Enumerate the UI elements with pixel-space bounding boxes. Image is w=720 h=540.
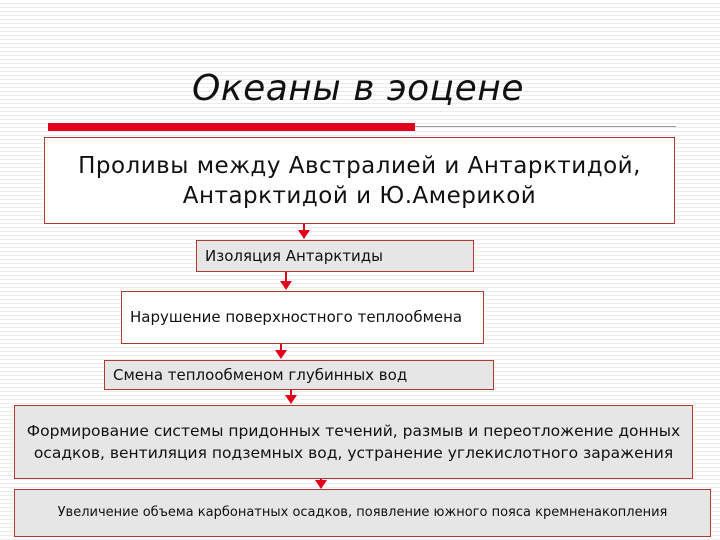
step-bottom-currents-box: Формирование системы придонных течений, размыв и переотложение донных осадков, вентиляция подземных вод, устранение углекислотного заражения — [14, 405, 693, 479]
arrow-down-icon — [303, 224, 305, 235]
arrow-down-icon — [320, 479, 322, 485]
slide-title: Океаны в эоцене — [192, 68, 524, 109]
arrow-down-icon — [285, 272, 287, 286]
step-surface-heat-exchange-box: Нарушение поверхностного теплообмена — [121, 291, 484, 344]
step-antarctica-isolation-box: Изоляция Антарктиды — [196, 240, 474, 272]
step-deep-water-exchange-box: Смена теплообменом глубинных вод — [104, 360, 494, 390]
step-straits-box: Проливы между Австралией и Антарктидой, Антарктидой и Ю.Америкой — [44, 137, 675, 224]
title-accent-bar — [48, 123, 415, 131]
step-carbonate-sediments-box: Увеличение объема карбонатных осадков, появление южного пояса кремненакопления — [14, 489, 711, 537]
arrow-down-icon — [290, 390, 292, 400]
arrow-down-icon — [280, 344, 282, 355]
